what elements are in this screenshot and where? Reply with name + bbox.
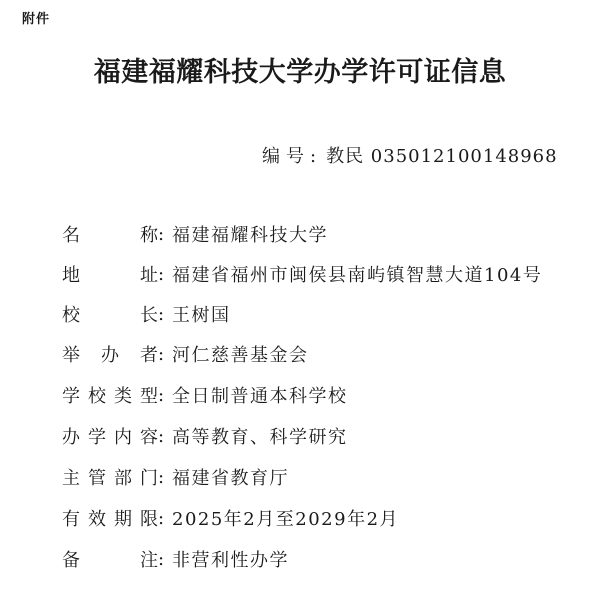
field-label-char: 门 — [140, 468, 158, 489]
attachment-label: 附件 — [22, 12, 51, 27]
field-validity — [62, 502, 399, 534]
field-colon: : — [158, 343, 165, 365]
field-label — [62, 341, 158, 367]
field-label-char: 办 — [101, 345, 119, 366]
field-address — [62, 258, 542, 290]
field-label-char: 限 — [140, 509, 158, 530]
field-value: 福建省教育厅 — [172, 468, 289, 489]
field-value: 王树国 — [172, 305, 231, 326]
field-label — [62, 301, 158, 327]
field-content — [62, 420, 348, 452]
field-sponsor — [62, 338, 309, 370]
field-colon: : — [158, 425, 165, 447]
field-label-char: 主 — [62, 468, 80, 489]
field-label — [62, 221, 158, 247]
field-label-char: 型 — [140, 386, 158, 407]
field-value: 高等教育、科学研究 — [172, 427, 348, 448]
field-colon: : — [158, 548, 165, 570]
field-colon: : — [158, 466, 165, 488]
license-number — [262, 142, 558, 168]
field-label-char: 校 — [88, 386, 106, 407]
field-colon: : — [158, 223, 165, 245]
field-label — [62, 382, 158, 408]
field-value: 全日制普通本科学校 — [172, 386, 348, 407]
field-school-type — [62, 379, 348, 411]
license-number-value: 教民 035012100148968 — [326, 146, 558, 167]
field-authority — [62, 461, 289, 493]
license-number-label: 编号: — [262, 146, 323, 167]
field-label-char: 学 — [62, 386, 80, 407]
field-label-char: 学 — [88, 427, 106, 448]
field-value: 福建省福州市闽侯县南屿镇智慧大道104号 — [172, 265, 543, 286]
field-label — [62, 261, 158, 287]
field-label-char: 容 — [140, 427, 158, 448]
field-label-char: 类 — [114, 386, 132, 407]
field-label-char: 名 — [62, 225, 80, 246]
field-label-char: 管 — [88, 468, 106, 489]
field-label-char: 办 — [62, 427, 80, 448]
field-label — [62, 546, 158, 572]
field-value: 2025年2月至2029年2月 — [172, 509, 400, 530]
field-label-char: 内 — [114, 427, 132, 448]
field-label-char: 长 — [140, 305, 158, 326]
field-colon: : — [158, 303, 165, 325]
field-label-char: 部 — [114, 468, 132, 489]
field-colon: : — [158, 507, 165, 529]
field-value: 福建福耀科技大学 — [172, 225, 328, 246]
field-president — [62, 298, 231, 330]
document-title: 福建福耀科技大学办学许可证信息 — [93, 57, 507, 88]
field-label-char: 地 — [62, 265, 80, 286]
field-remarks — [62, 543, 289, 575]
field-colon: : — [158, 384, 165, 406]
field-value: 非营利性办学 — [172, 550, 289, 571]
field-label-char: 址 — [140, 265, 158, 286]
field-label-char: 期 — [114, 509, 132, 530]
field-label-char: 校 — [62, 305, 80, 326]
field-label-char: 有 — [62, 509, 80, 530]
field-label-char: 效 — [88, 509, 106, 530]
field-label — [62, 505, 158, 531]
field-label-char: 备 — [62, 550, 80, 571]
field-label-char: 注 — [140, 550, 158, 571]
field-label-char: 举 — [62, 345, 80, 366]
field-value: 河仁慈善基金会 — [172, 345, 309, 366]
field-label-char: 者 — [140, 345, 158, 366]
field-label — [62, 423, 158, 449]
field-name — [62, 218, 328, 250]
field-colon: : — [158, 263, 165, 285]
field-label — [62, 464, 158, 490]
field-label-char: 称 — [140, 225, 158, 246]
